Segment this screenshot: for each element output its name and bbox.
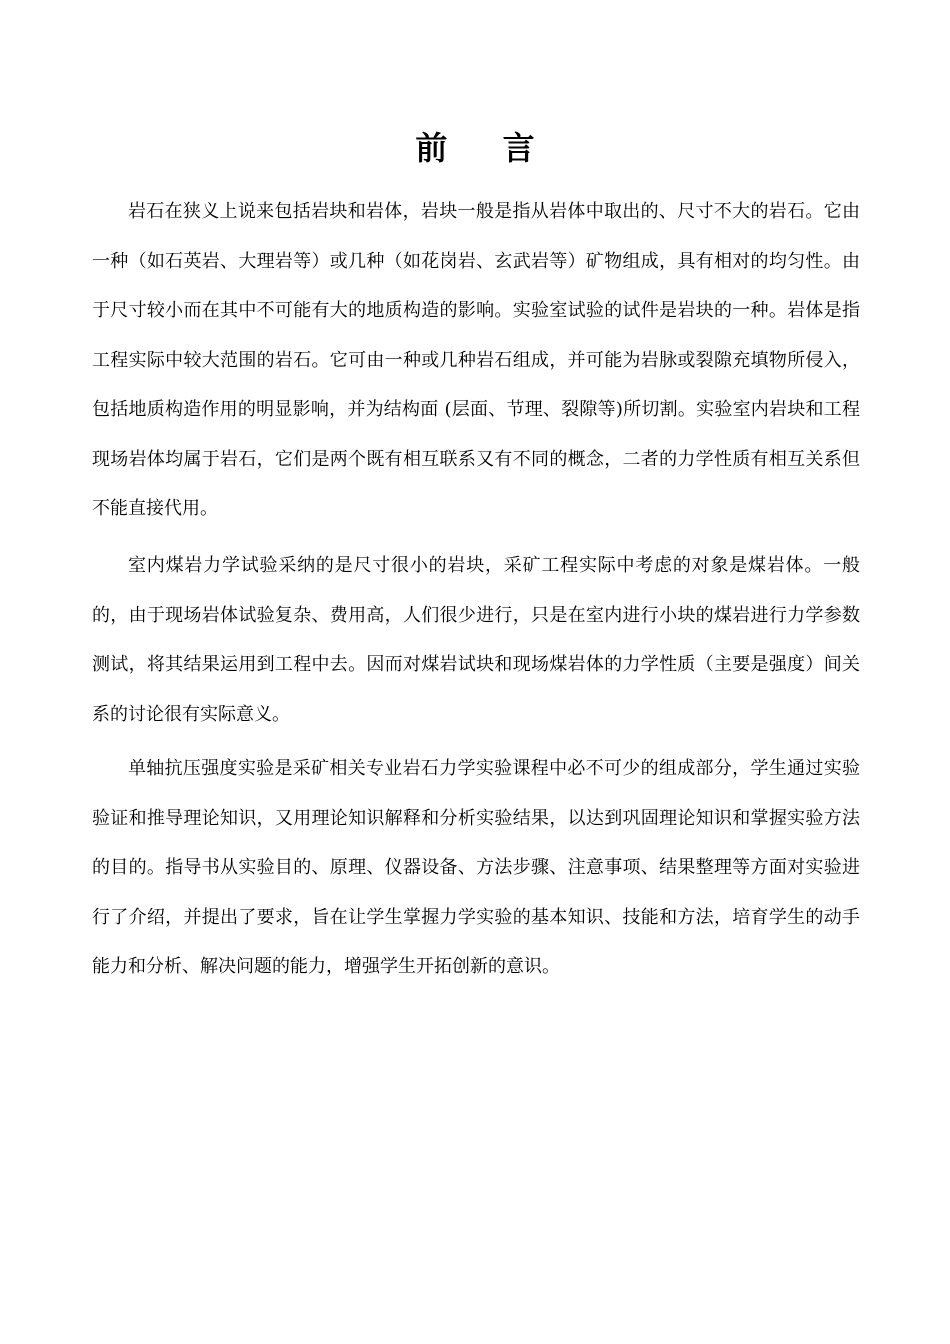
paragraph-coal-rock-testing: 室内煤岩力学试验采纳的是尺寸很小的岩块，采矿工程实际中考虑的对象是煤岩体。一般的，由于现场岩体试验复杂、费用高，人们很少进行，只是在室内进行小块的煤岩进行力学参数测试，将其结果运用到工程中去。因而对煤岩试块和现场煤岩体的力学性质（主要是强度）间关系的讨论很有实际意义。 [92, 555, 860, 725]
paragraph-experiment-purpose: 单轴抗压强度实验是采矿相关专业岩石力学实验课程中必不可少的组成部分，学生通过实验验证和推导理论知识，又用理论知识解释和分析实验结果，以达到巩固理论知识和掌握实验方法的目的。指导书从实验目的、原理、仪器设备、方法步骤、注意事项、结果整理等方面对实验进行了介绍，并提出了要求，旨在让学生掌握力学实验的基本知识、技能和方法，培育学生的动手能力和分析、解决问题的能力，增强学生开拓创新的意识。 [92, 758, 860, 977]
paragraph-rock-definition: 岩石在狭义上说来包括岩块和岩体，岩块一般是指从岩体中取出的、尺寸不大的岩石。它由一种（如石英岩、大理岩等）或几种（如花岗岩、玄武岩等）矿物组成，具有相对的均匀性。由于尺寸较小而在其中不可能有大的地质构造的影响。实验室试验的试件是岩块的一种。岩体是指工程实际中较大范围的岩石。它可由一种或几种岩石组成，并可能为岩脉或裂隙充填物所侵入，包括地质构造作用的明显影响，并为结构面 (层面、节理、裂隙等)所切割。实验室内岩块和工程现场岩体均属于岩石，它们是两个既有相互联系又有不同的概念，二者的力学性质有相互关系但不能直接代用。 [92, 201, 860, 519]
page-title: 前 言 [415, 129, 557, 167]
